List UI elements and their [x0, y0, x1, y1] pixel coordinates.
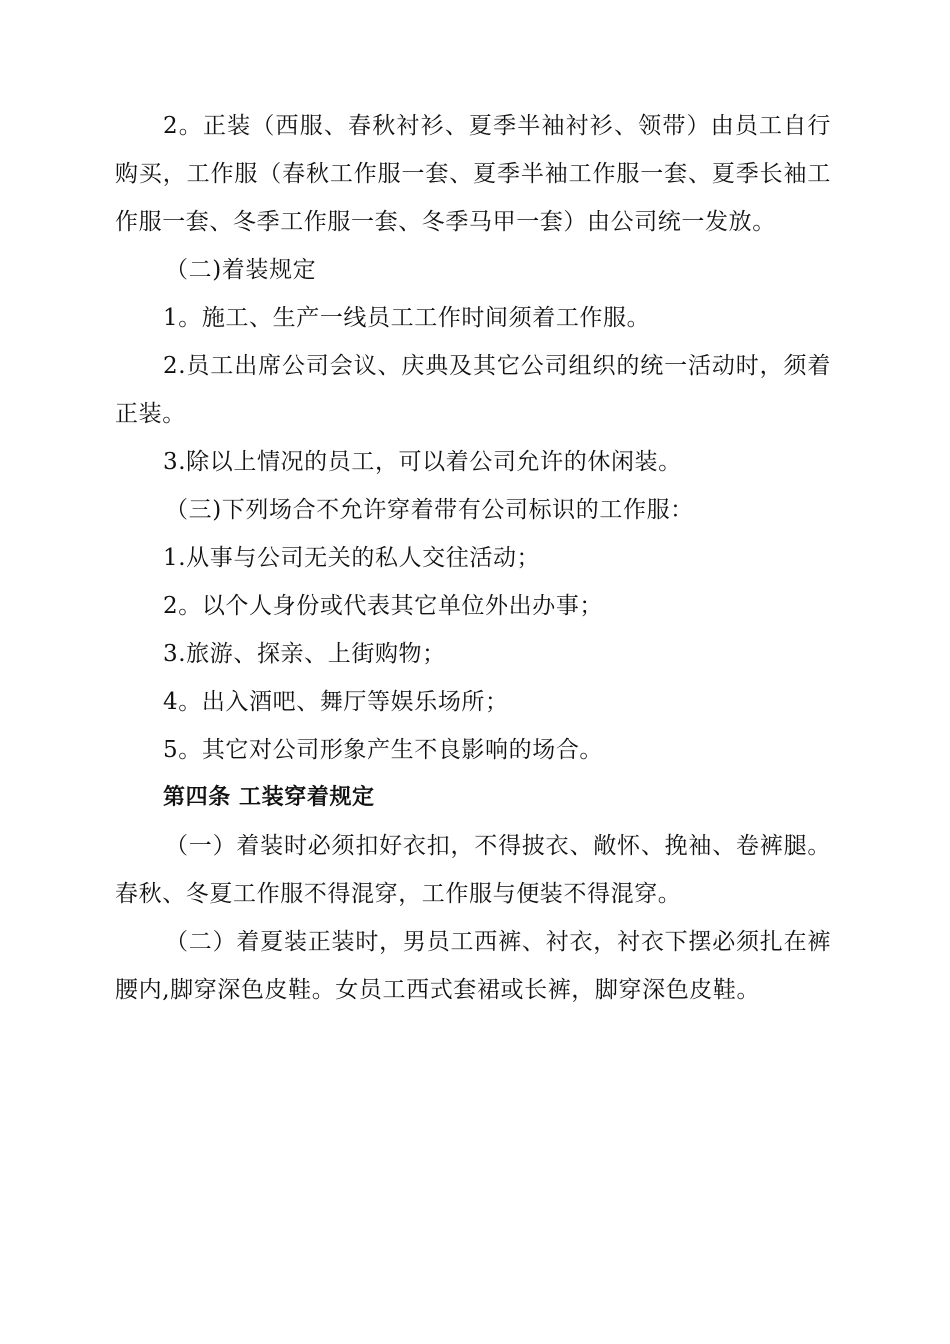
list-item-occasion-2: 2。以个人身份或代表其它单位外出办事；: [163, 593, 604, 619]
list-item-occasion-5: 5。其它对公司形象产生不良影响的场合。: [163, 737, 604, 763]
paragraph-uniform-purchase: 2。正装（西服、春秋衬衫、夏季半袖衬衫、领带）由员工自行购买，工作服（春秋工作服一套、夏季半袖工作服一套、夏季长袖工作服一套、冬季工作服一套、冬季马甲一套）由公司统一发放。: [115, 113, 831, 235]
section-heading-prohibited-occasions: （三)下列场合不允许穿着带有公司标识的工作服：: [165, 497, 694, 523]
list-item-occasion-4: 4。出入酒吧、舞厅等娱乐场所；: [163, 689, 509, 715]
paragraph-rule-1: 1。施工、生产一线员工工作时间须着工作服。: [163, 305, 651, 331]
list-item-occasion-3: 3.旅游、探亲、上街购物；: [163, 641, 446, 667]
list-item-occasion-1: 1.从事与公司无关的私人交往活动；: [163, 545, 541, 571]
paragraph-article-4-clause-2: （二）着夏装正装时，男员工西裤、衬衣，衬衣下摆必须扎在裤腰内,脚穿深色皮鞋。女员工西式套裙或长裤，脚穿深色皮鞋。: [115, 929, 831, 1003]
paragraph-rule-2: 2.员工出席公司会议、庆典及其它公司组织的统一活动时，须着正装。: [115, 353, 831, 427]
paragraph-article-4-clause-1: （一）着装时必须扣好衣扣，不得披衣、敞怀、挽袖、卷裤腿。春秋、冬夏工作服不得混穿，工作服与便装不得混穿。: [115, 833, 831, 907]
article-heading-four: 第四条 工装穿着规定: [163, 785, 375, 810]
section-heading-dress-rules: （二)着装规定: [165, 257, 317, 283]
document-page: [115, 102, 831, 1014]
paragraph-rule-3: 3.除以上情况的员工，可以着公司允许的休闲装。: [163, 449, 682, 475]
